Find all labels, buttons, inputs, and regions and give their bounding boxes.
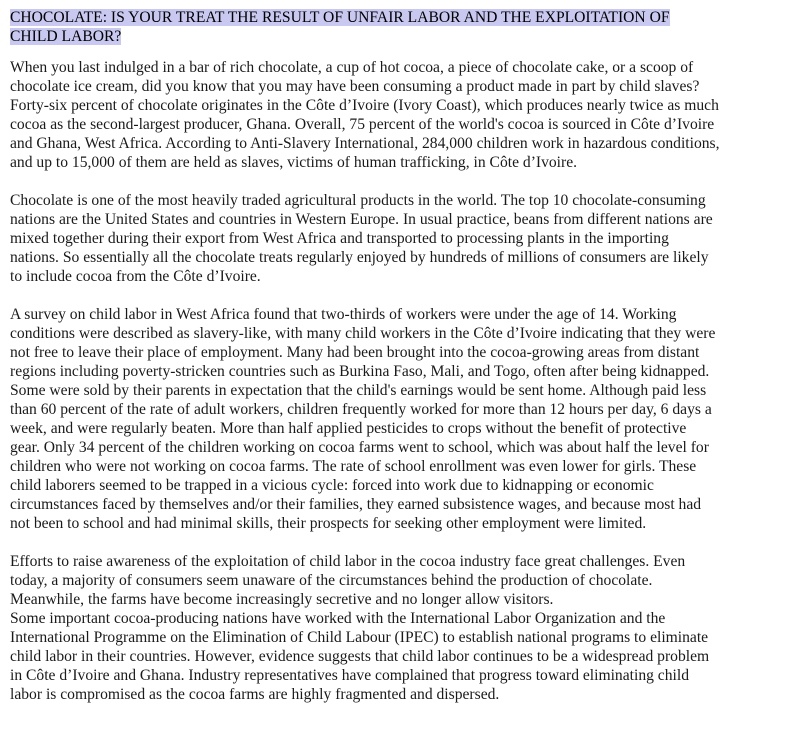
paragraph-trade: Chocolate is one of the most heavily traded agricultural products in the world. The top 10 chocolate-consuming nations are the United States and countries in Western Europe. In usual practice, beans from different nations are mixed together during their export from West Africa and transported to processing plants in the importing nations. So essentially all the chocolate treats regularly enjoyed by hundreds of millions of consumers are likely to include cocoa from the Côte d’Ivoire. xyxy=(10,192,713,285)
paragraph-intro: When you last indulged in a bar of rich chocolate, a cup of hot cocoa, a piece of chocolate cake, or a scoop of chocolate ice cream, did you know that you may have been consuming a product made in part by child slaves? Forty-six percent of chocolate originates in the Côte d’Ivoire (Ivory Coast), which produces nearly twice as much cocoa as the second-largest producer, Ghana. Overall, 75 percent of the world's cocoa is sourced in Côte d’Ivoire and Ghana, West Africa. According to Anti-Slavery International, 284,000 children work in hazardous conditions, and up to 15,000 of them are held as slaves, victims of human trafficking, in Côte d’Ivoire. xyxy=(10,59,720,171)
document-title xyxy=(10,8,720,46)
paragraph-programs: Some important cocoa-producing nations have worked with the International Labor Organization and the International Programme on the Elimination of Child Labour (IPEC) to establish national programs to eliminate child labor in their countries. However, evidence suggests that child labor continues to be a widespread problem in Côte d’Ivoire and Ghana. Industry representatives have complained that progress toward eliminating child labor is compromised as the cocoa farms are highly fragmented and dispersed. xyxy=(10,610,710,703)
document-body xyxy=(10,8,720,704)
paragraph-survey: A survey on child labor in West Africa found that two-thirds of workers were under the age of 14. Working conditions were described as slavery-like, with many child workers in the Côte d’Ivoire indicating that they were not free to leave their place of employment. Many had been brought into the cocoa-growing areas from distant regions including poverty-stricken countries such as Burkina Faso, Mali, and Togo, often after being kidnapped. Some were sold by their parents in expectation that the child's earnings would be sent home. Although paid less than 60 percent of the rate of adult workers, children frequently worked for more than 12 hours per day, 6 days a week, and were regularly beaten. More than half applied pesticides to crops without the benefit of protective gear. Only 34 percent of the children working on cocoa farms went to school, which was about half the level for children who were not working on cocoa farms. The rate of school enrollment was even lower for girls. These child laborers seemed to be trapped in a vicious cycle: forced into work due to kidnapping or economic circumstances faced by themselves and/or their families, they earned subsistence wages, and because most had not been to school and had minimal skills, their prospects for seeking other employment were limited. xyxy=(10,306,716,532)
paragraph-awareness: Efforts to raise awareness of the exploitation of child labor in the cocoa industry face great challenges. Even today, a majority of consumers seem unaware of the circumstances behind the production of chocolate. Meanwhile, the farms have become increasingly secretive and no longer allow visitors. xyxy=(10,553,686,608)
selected-title-text[interactable]: CHOCOLATE: IS YOUR TREAT THE RESULT OF UNFAIR LABOR AND THE EXPLOITATION OF CHILD LABOR? xyxy=(10,9,670,45)
